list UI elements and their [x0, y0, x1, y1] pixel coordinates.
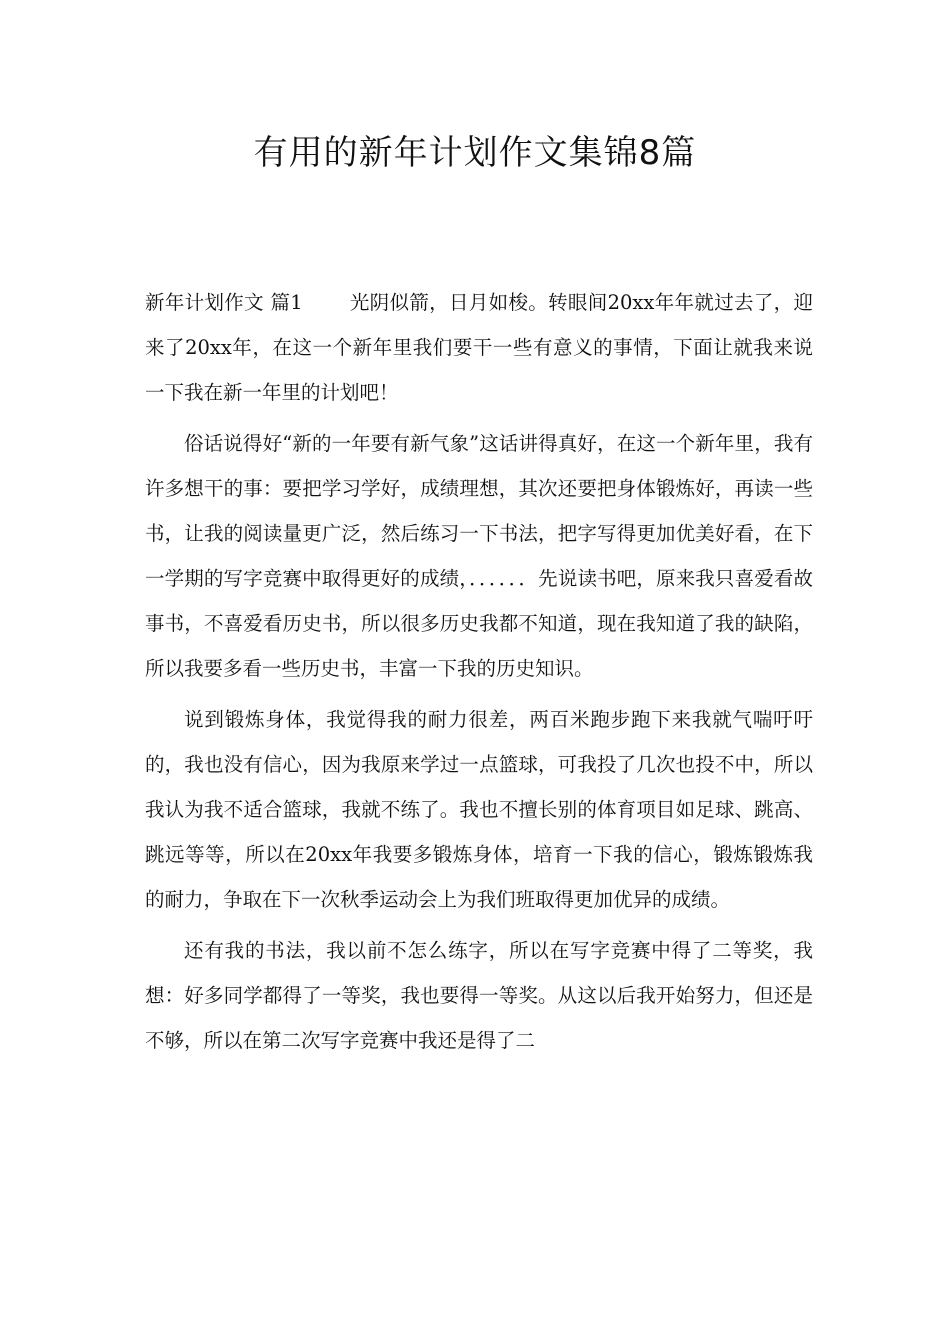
- document-title: 有用的新年计划作文集锦8篇: [253, 133, 697, 173]
- paragraph-1-text: 光阴似箭，日月如梭。转眼间20xx年年就过去了，迎来了20xx年，在这一个新年里我们要干一些有意义的事情，下面让就我来说一下我在新一年里的计划吧！: [145, 291, 813, 404]
- paragraph-3: 说到锻炼身体，我觉得我的耐力很差，两百米跑步跑下来我就气喘吁吁的，我也没有信心，因为我原来学过一点篮球，可我投了几次也投不中，所以我认为我不适合篮球，我就不练了。我也不擅长别的体育项目如足球、跳高、跳远等等，所以在20xx年我要多锻炼身体，培育一下我的信心，锻炼锻炼我的耐力，争取在下一次秋季运动会上为我们班取得更加优异的成绩。: [145, 708, 813, 911]
- document-body: [145, 280, 813, 1069]
- paragraph-4: 还有我的书法，我以前不怎么练字，所以在写字竞赛中得了二等奖，我想：好多同学都得了一等奖，我也要得一等奖。从这以后我开始努力，但还是不够，所以在第二次写字竞赛中我还是得了二: [145, 939, 813, 1052]
- paragraph-1: [145, 280, 813, 415]
- section-label: 新年计划作文 篇1: [145, 291, 303, 314]
- paragraph-2: 俗话说得好“新的一年要有新气象”这话讲得真好，在这一个新年里，我有许多想干的事：要把学习学好，成绩理想，其次还要把身体锻炼好，再读一些书，让我的阅读量更广泛，然后练习一下书法，把字写得更加优美好看，在下一学期的写字竞赛中取得更好的成绩，．．．．．．先说读书吧，原来我只喜爱看故事书，不喜爱看历史书，所以很多历史我都不知道，现在我知道了我的缺陷，所以我要多看一些历史书，丰富一下我的历史知识。: [145, 432, 813, 680]
